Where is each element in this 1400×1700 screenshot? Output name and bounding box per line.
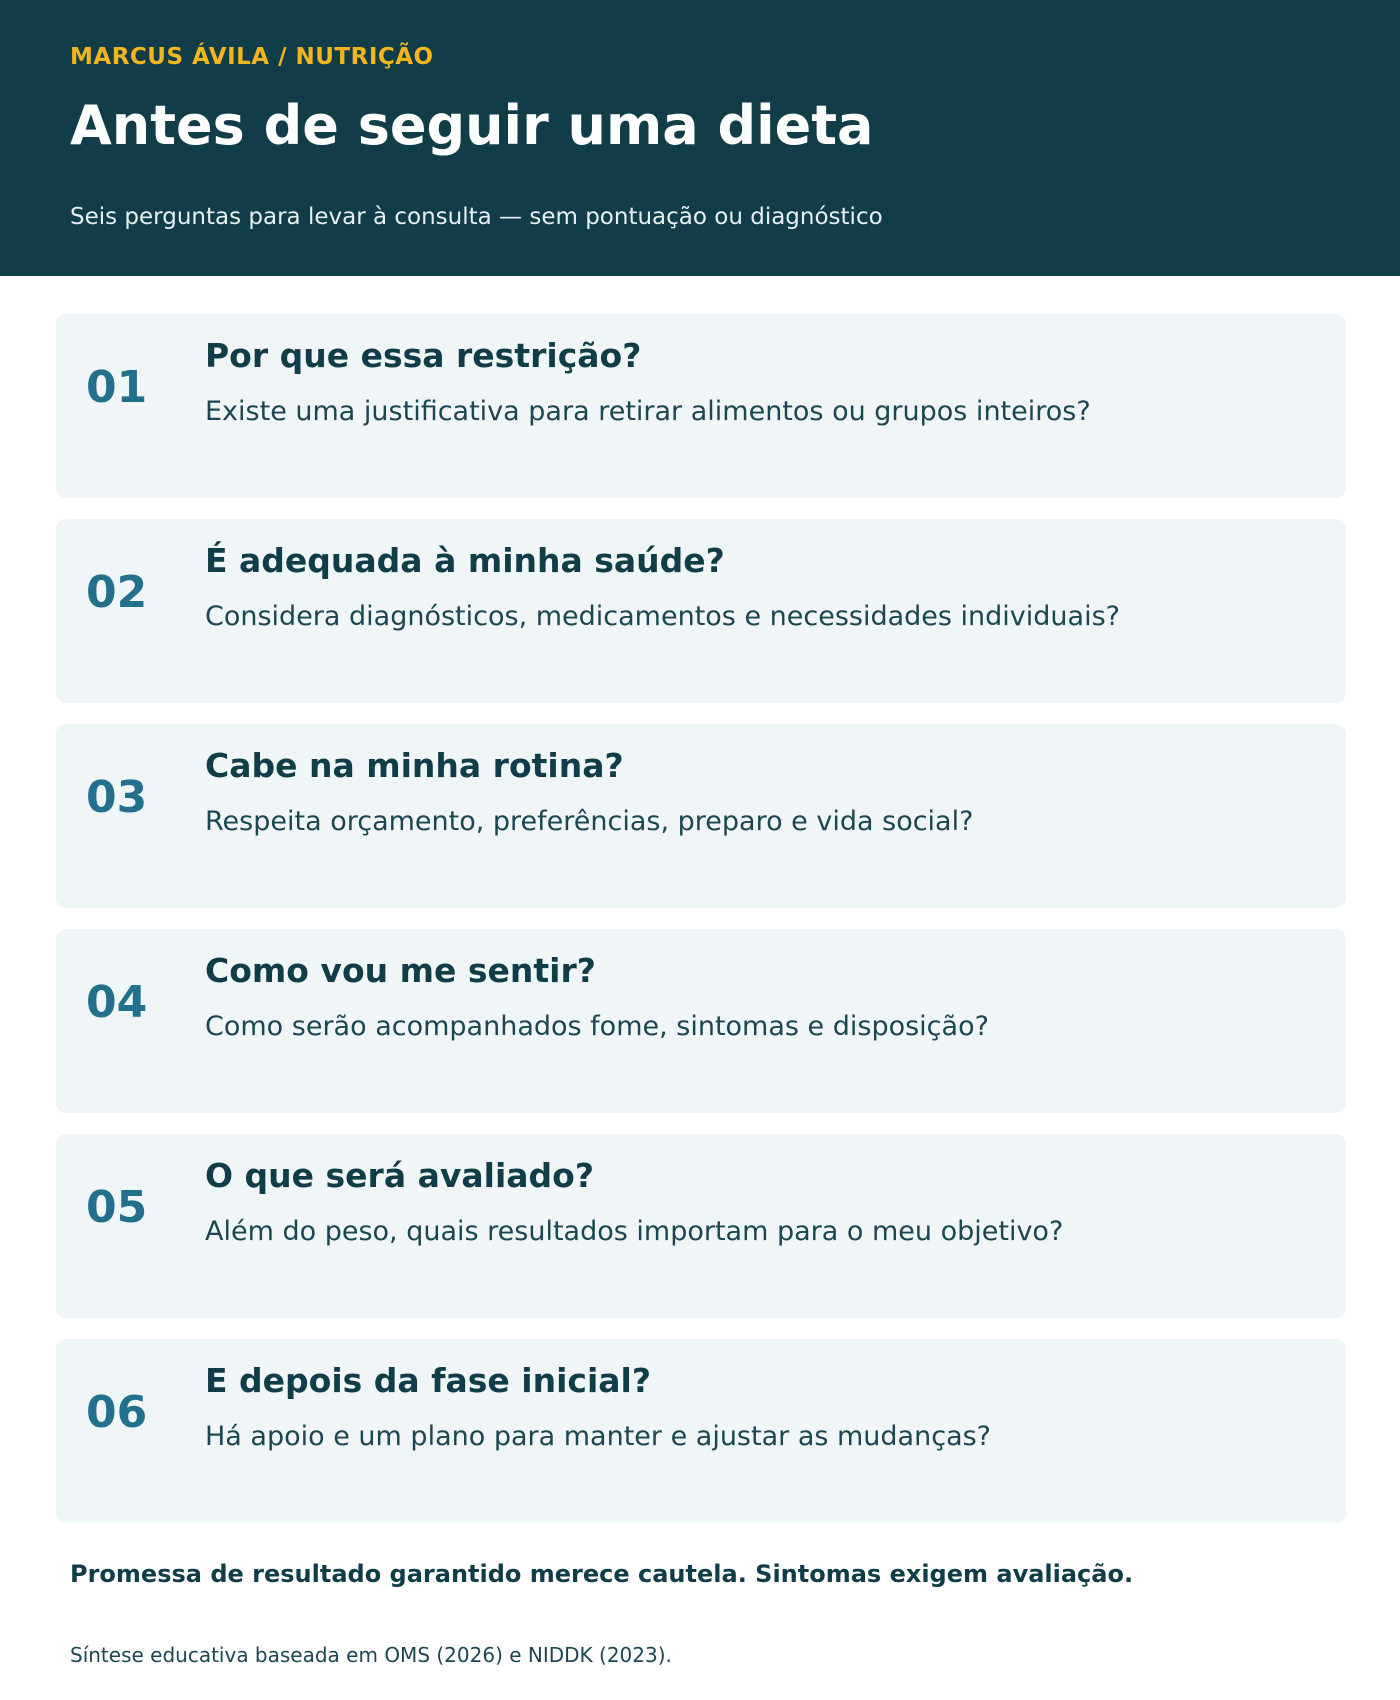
question-number: 06	[86, 1387, 148, 1438]
question-title: Como vou me sentir?	[205, 951, 596, 990]
question-title: Por que essa restrição?	[205, 336, 642, 375]
question-card	[56, 1339, 1346, 1523]
question-detail: Há apoio e um plano para manter e ajustar as mudanças?	[205, 1421, 992, 1452]
question-card	[56, 519, 1346, 703]
question-title: E depois da fase inicial?	[205, 1361, 651, 1400]
question-detail: Como serão acompanhados fome, sintomas e disposição?	[205, 1011, 989, 1042]
question-card	[56, 929, 1346, 1113]
author-label: MARCUS ÁVILA / NUTRIÇÃO	[70, 44, 434, 70]
source-note: Síntese educativa baseada em OMS (2026) e NIDDK (2023).	[70, 1643, 672, 1667]
question-title: Cabe na minha rotina?	[205, 746, 624, 785]
question-card	[56, 1134, 1346, 1318]
question-card	[56, 314, 1346, 498]
question-detail: Além do peso, quais resultados importam para o meu objetivo?	[205, 1216, 1064, 1247]
question-number: 02	[86, 567, 148, 618]
question-detail: Existe uma justificativa para retirar alimentos ou grupos inteiros?	[205, 396, 1091, 427]
question-detail: Respeita orçamento, preferências, preparo e vida social?	[205, 806, 974, 837]
page-subtitle: Seis perguntas para levar à consulta — sem pontuação ou diagnóstico	[70, 204, 883, 230]
page-title: Antes de seguir uma dieta	[70, 94, 874, 157]
question-card	[56, 724, 1346, 908]
question-title: É adequada à minha saúde?	[205, 541, 725, 580]
warning-note: Promessa de resultado garantido merece cautela. Sintomas exigem avaliação.	[70, 1560, 1134, 1588]
question-number: 01	[86, 362, 148, 413]
question-title: O que será avaliado?	[205, 1156, 594, 1195]
header-banner	[0, 0, 1400, 276]
question-number: 05	[86, 1182, 148, 1233]
question-number: 04	[86, 977, 148, 1028]
question-detail: Considera diagnósticos, medicamentos e necessidades individuais?	[205, 601, 1120, 632]
question-number: 03	[86, 772, 148, 823]
